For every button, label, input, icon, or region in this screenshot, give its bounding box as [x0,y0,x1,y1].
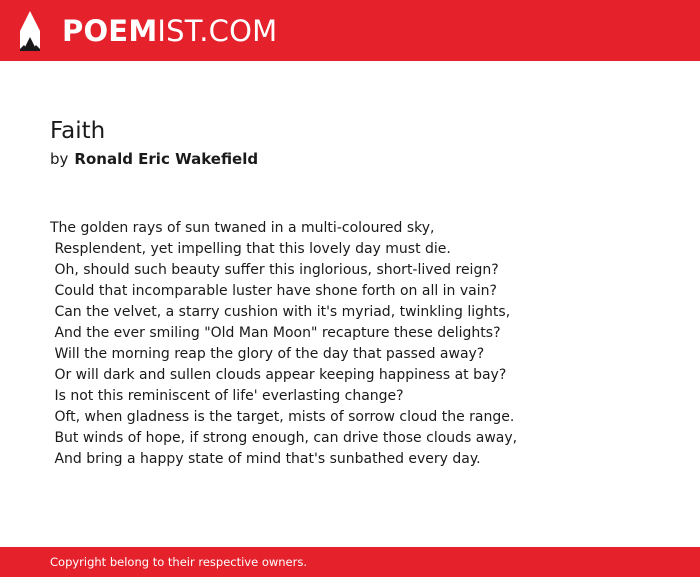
poem-line: The golden rays of sun twaned in a multi-coloured sky, [50,220,435,236]
logo-text-light: IST.COM [157,14,278,48]
poem-body [50,218,517,470]
poem-line: Resplendent, yet impelling that this lovely day must die. [50,241,451,257]
poem-line: But winds of hope, if strong enough, can drive those clouds away, [50,430,518,446]
by-label: by [50,150,69,168]
site-footer [0,547,700,577]
poem-line: Oh, should such beauty suffer this inglorious, short-lived reign? [50,262,499,278]
poem-byline [50,148,258,170]
logo-text-bold: POEM [62,14,158,48]
pen-nib-icon [16,9,44,53]
site-logo-link[interactable] [16,9,277,53]
poem-line: Will the morning reap the glory of the day that passed away? [50,346,485,362]
poem-line: Is not this reminiscent of life' everlasting change? [50,388,404,404]
poem-line: Can the velvet, a starry cushion with it's myriad, twinkling lights, [50,304,511,320]
author-name: Ronald Eric Wakefield [74,150,259,168]
poem-title: Faith [50,118,106,144]
poem-line: Oft, when gladness is the target, mists of sorrow cloud the range. [50,409,515,425]
site-logo-text [62,9,277,53]
poem-line: Could that incomparable luster have shone forth on all in vain? [50,283,497,299]
site-header [0,0,700,61]
copyright-text: Copyright belong to their respective owners. [50,555,308,569]
poem-line: And the ever smiling "Old Man Moon" recapture these delights? [50,325,501,341]
poem-line: Or will dark and sullen clouds appear keeping happiness at bay? [50,367,507,383]
poem-line: And bring a happy state of mind that's sunbathed every day. [50,451,481,467]
